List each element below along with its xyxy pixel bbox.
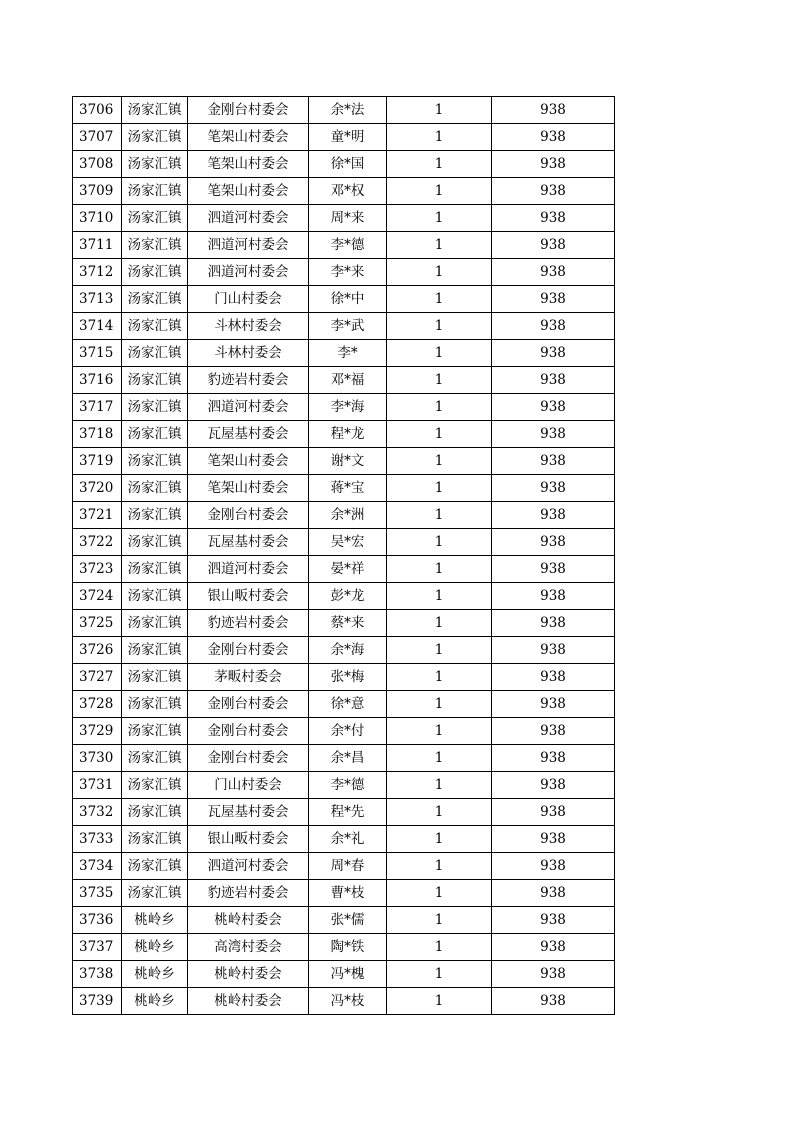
data-table bbox=[72, 96, 615, 1015]
amount-cell: 938 bbox=[492, 853, 615, 880]
village-committee-cell: 金刚台村委会 bbox=[188, 97, 309, 124]
village-committee-cell: 泗道河村委会 bbox=[188, 394, 309, 421]
table-row bbox=[73, 259, 615, 286]
count-cell: 1 bbox=[387, 745, 492, 772]
row-number-cell: 3729 bbox=[73, 718, 122, 745]
table-row bbox=[73, 124, 615, 151]
village-committee-cell: 笔架山村委会 bbox=[188, 124, 309, 151]
township-cell: 汤家汇镇 bbox=[122, 340, 188, 367]
row-number-cell: 3732 bbox=[73, 799, 122, 826]
table-row bbox=[73, 448, 615, 475]
table-row bbox=[73, 988, 615, 1015]
person-name-cell: 曹*枝 bbox=[309, 880, 387, 907]
person-name-cell: 李*德 bbox=[309, 232, 387, 259]
count-cell: 1 bbox=[387, 772, 492, 799]
person-name-cell: 程*先 bbox=[309, 799, 387, 826]
amount-cell: 938 bbox=[492, 367, 615, 394]
table-row bbox=[73, 745, 615, 772]
village-committee-cell: 瓦屋基村委会 bbox=[188, 421, 309, 448]
township-cell: 汤家汇镇 bbox=[122, 880, 188, 907]
row-number-cell: 3723 bbox=[73, 556, 122, 583]
township-cell: 汤家汇镇 bbox=[122, 97, 188, 124]
township-cell: 汤家汇镇 bbox=[122, 826, 188, 853]
amount-cell: 938 bbox=[492, 907, 615, 934]
table-row bbox=[73, 610, 615, 637]
village-committee-cell: 瓦屋基村委会 bbox=[188, 529, 309, 556]
row-number-cell: 3712 bbox=[73, 259, 122, 286]
amount-cell: 938 bbox=[492, 475, 615, 502]
count-cell: 1 bbox=[387, 421, 492, 448]
row-number-cell: 3733 bbox=[73, 826, 122, 853]
village-committee-cell: 金刚台村委会 bbox=[188, 718, 309, 745]
table-row bbox=[73, 205, 615, 232]
village-committee-cell: 豹迹岩村委会 bbox=[188, 367, 309, 394]
amount-cell: 938 bbox=[492, 313, 615, 340]
row-number-cell: 3711 bbox=[73, 232, 122, 259]
township-cell: 汤家汇镇 bbox=[122, 583, 188, 610]
village-committee-cell: 斗林村委会 bbox=[188, 340, 309, 367]
person-name-cell: 陶*铁 bbox=[309, 934, 387, 961]
row-number-cell: 3710 bbox=[73, 205, 122, 232]
village-committee-cell: 桃岭村委会 bbox=[188, 988, 309, 1015]
count-cell: 1 bbox=[387, 205, 492, 232]
count-cell: 1 bbox=[387, 664, 492, 691]
person-name-cell: 吴*宏 bbox=[309, 529, 387, 556]
table-row bbox=[73, 475, 615, 502]
village-committee-cell: 笔架山村委会 bbox=[188, 151, 309, 178]
township-cell: 汤家汇镇 bbox=[122, 124, 188, 151]
table-row bbox=[73, 232, 615, 259]
person-name-cell: 李*武 bbox=[309, 313, 387, 340]
row-number-cell: 3713 bbox=[73, 286, 122, 313]
row-number-cell: 3725 bbox=[73, 610, 122, 637]
township-cell: 汤家汇镇 bbox=[122, 448, 188, 475]
row-number-cell: 3709 bbox=[73, 178, 122, 205]
township-cell: 汤家汇镇 bbox=[122, 853, 188, 880]
amount-cell: 938 bbox=[492, 745, 615, 772]
person-name-cell: 徐*意 bbox=[309, 691, 387, 718]
person-name-cell: 李*德 bbox=[309, 772, 387, 799]
table-row bbox=[73, 691, 615, 718]
count-cell: 1 bbox=[387, 556, 492, 583]
row-number-cell: 3715 bbox=[73, 340, 122, 367]
row-number-cell: 3717 bbox=[73, 394, 122, 421]
amount-cell: 938 bbox=[492, 529, 615, 556]
row-number-cell: 3727 bbox=[73, 664, 122, 691]
count-cell: 1 bbox=[387, 880, 492, 907]
person-name-cell: 周*来 bbox=[309, 205, 387, 232]
amount-cell: 938 bbox=[492, 232, 615, 259]
amount-cell: 938 bbox=[492, 556, 615, 583]
count-cell: 1 bbox=[387, 367, 492, 394]
amount-cell: 938 bbox=[492, 664, 615, 691]
person-name-cell: 蔡*来 bbox=[309, 610, 387, 637]
person-name-cell: 邓*权 bbox=[309, 178, 387, 205]
township-cell: 桃岭乡 bbox=[122, 961, 188, 988]
row-number-cell: 3737 bbox=[73, 934, 122, 961]
amount-cell: 938 bbox=[492, 718, 615, 745]
row-number-cell: 3731 bbox=[73, 772, 122, 799]
amount-cell: 938 bbox=[492, 340, 615, 367]
count-cell: 1 bbox=[387, 718, 492, 745]
count-cell: 1 bbox=[387, 529, 492, 556]
township-cell: 汤家汇镇 bbox=[122, 637, 188, 664]
count-cell: 1 bbox=[387, 97, 492, 124]
person-name-cell: 余*洲 bbox=[309, 502, 387, 529]
count-cell: 1 bbox=[387, 637, 492, 664]
person-name-cell: 彭*龙 bbox=[309, 583, 387, 610]
table-row bbox=[73, 394, 615, 421]
count-cell: 1 bbox=[387, 988, 492, 1015]
person-name-cell: 余*海 bbox=[309, 637, 387, 664]
person-name-cell: 李*来 bbox=[309, 259, 387, 286]
village-committee-cell: 豹迹岩村委会 bbox=[188, 880, 309, 907]
count-cell: 1 bbox=[387, 907, 492, 934]
township-cell: 汤家汇镇 bbox=[122, 772, 188, 799]
amount-cell: 938 bbox=[492, 502, 615, 529]
village-committee-cell: 笔架山村委会 bbox=[188, 448, 309, 475]
count-cell: 1 bbox=[387, 853, 492, 880]
row-number-cell: 3738 bbox=[73, 961, 122, 988]
table-row bbox=[73, 637, 615, 664]
person-name-cell: 晏*祥 bbox=[309, 556, 387, 583]
amount-cell: 938 bbox=[492, 961, 615, 988]
row-number-cell: 3734 bbox=[73, 853, 122, 880]
count-cell: 1 bbox=[387, 799, 492, 826]
table-row bbox=[73, 826, 615, 853]
row-number-cell: 3719 bbox=[73, 448, 122, 475]
row-number-cell: 3735 bbox=[73, 880, 122, 907]
township-cell: 汤家汇镇 bbox=[122, 745, 188, 772]
person-name-cell: 张*儒 bbox=[309, 907, 387, 934]
township-cell: 汤家汇镇 bbox=[122, 691, 188, 718]
amount-cell: 938 bbox=[492, 124, 615, 151]
township-cell: 汤家汇镇 bbox=[122, 367, 188, 394]
table-row bbox=[73, 907, 615, 934]
village-committee-cell: 门山村委会 bbox=[188, 772, 309, 799]
count-cell: 1 bbox=[387, 313, 492, 340]
table-row bbox=[73, 853, 615, 880]
table-row bbox=[73, 934, 615, 961]
township-cell: 汤家汇镇 bbox=[122, 529, 188, 556]
township-cell: 汤家汇镇 bbox=[122, 421, 188, 448]
person-name-cell: 张*梅 bbox=[309, 664, 387, 691]
village-committee-cell: 银山畈村委会 bbox=[188, 583, 309, 610]
person-name-cell: 周*春 bbox=[309, 853, 387, 880]
row-number-cell: 3724 bbox=[73, 583, 122, 610]
village-committee-cell: 泗道河村委会 bbox=[188, 232, 309, 259]
count-cell: 1 bbox=[387, 826, 492, 853]
person-name-cell: 徐*国 bbox=[309, 151, 387, 178]
person-name-cell: 李* bbox=[309, 340, 387, 367]
row-number-cell: 3730 bbox=[73, 745, 122, 772]
amount-cell: 938 bbox=[492, 880, 615, 907]
table-body bbox=[73, 97, 615, 1015]
amount-cell: 938 bbox=[492, 205, 615, 232]
township-cell: 汤家汇镇 bbox=[122, 286, 188, 313]
village-committee-cell: 桃岭村委会 bbox=[188, 961, 309, 988]
village-committee-cell: 茅畈村委会 bbox=[188, 664, 309, 691]
amount-cell: 938 bbox=[492, 178, 615, 205]
person-name-cell: 余*礼 bbox=[309, 826, 387, 853]
person-name-cell: 谢*文 bbox=[309, 448, 387, 475]
township-cell: 汤家汇镇 bbox=[122, 799, 188, 826]
village-committee-cell: 泗道河村委会 bbox=[188, 205, 309, 232]
amount-cell: 938 bbox=[492, 421, 615, 448]
village-committee-cell: 笔架山村委会 bbox=[188, 475, 309, 502]
amount-cell: 938 bbox=[492, 772, 615, 799]
township-cell: 汤家汇镇 bbox=[122, 664, 188, 691]
village-committee-cell: 笔架山村委会 bbox=[188, 178, 309, 205]
row-number-cell: 3726 bbox=[73, 637, 122, 664]
person-name-cell: 余*法 bbox=[309, 97, 387, 124]
person-name-cell: 冯*枝 bbox=[309, 988, 387, 1015]
amount-cell: 938 bbox=[492, 637, 615, 664]
count-cell: 1 bbox=[387, 259, 492, 286]
person-name-cell: 蒋*宝 bbox=[309, 475, 387, 502]
village-committee-cell: 瓦屋基村委会 bbox=[188, 799, 309, 826]
count-cell: 1 bbox=[387, 475, 492, 502]
township-cell: 桃岭乡 bbox=[122, 907, 188, 934]
row-number-cell: 3736 bbox=[73, 907, 122, 934]
amount-cell: 938 bbox=[492, 610, 615, 637]
table-row bbox=[73, 313, 615, 340]
table-row bbox=[73, 799, 615, 826]
table-row bbox=[73, 97, 615, 124]
count-cell: 1 bbox=[387, 286, 492, 313]
village-committee-cell: 金刚台村委会 bbox=[188, 502, 309, 529]
row-number-cell: 3716 bbox=[73, 367, 122, 394]
row-number-cell: 3707 bbox=[73, 124, 122, 151]
table-row bbox=[73, 556, 615, 583]
village-committee-cell: 门山村委会 bbox=[188, 286, 309, 313]
amount-cell: 938 bbox=[492, 988, 615, 1015]
township-cell: 汤家汇镇 bbox=[122, 610, 188, 637]
village-committee-cell: 泗道河村委会 bbox=[188, 259, 309, 286]
count-cell: 1 bbox=[387, 610, 492, 637]
row-number-cell: 3714 bbox=[73, 313, 122, 340]
row-number-cell: 3721 bbox=[73, 502, 122, 529]
table-row bbox=[73, 718, 615, 745]
person-name-cell: 童*明 bbox=[309, 124, 387, 151]
row-number-cell: 3706 bbox=[73, 97, 122, 124]
township-cell: 汤家汇镇 bbox=[122, 178, 188, 205]
table-row bbox=[73, 286, 615, 313]
table-row bbox=[73, 421, 615, 448]
table-row bbox=[73, 502, 615, 529]
table-row bbox=[73, 961, 615, 988]
table-row bbox=[73, 151, 615, 178]
row-number-cell: 3718 bbox=[73, 421, 122, 448]
village-committee-cell: 金刚台村委会 bbox=[188, 637, 309, 664]
count-cell: 1 bbox=[387, 961, 492, 988]
table-row bbox=[73, 340, 615, 367]
table-row bbox=[73, 772, 615, 799]
township-cell: 汤家汇镇 bbox=[122, 394, 188, 421]
person-name-cell: 程*龙 bbox=[309, 421, 387, 448]
count-cell: 1 bbox=[387, 691, 492, 718]
count-cell: 1 bbox=[387, 394, 492, 421]
table-row bbox=[73, 583, 615, 610]
township-cell: 桃岭乡 bbox=[122, 988, 188, 1015]
amount-cell: 938 bbox=[492, 934, 615, 961]
table-row bbox=[73, 529, 615, 556]
township-cell: 桃岭乡 bbox=[122, 934, 188, 961]
count-cell: 1 bbox=[387, 124, 492, 151]
village-committee-cell: 银山畈村委会 bbox=[188, 826, 309, 853]
township-cell: 汤家汇镇 bbox=[122, 475, 188, 502]
village-committee-cell: 金刚台村委会 bbox=[188, 745, 309, 772]
count-cell: 1 bbox=[387, 934, 492, 961]
row-number-cell: 3728 bbox=[73, 691, 122, 718]
township-cell: 汤家汇镇 bbox=[122, 151, 188, 178]
table-row bbox=[73, 664, 615, 691]
amount-cell: 938 bbox=[492, 691, 615, 718]
person-name-cell: 邓*福 bbox=[309, 367, 387, 394]
amount-cell: 938 bbox=[492, 583, 615, 610]
amount-cell: 938 bbox=[492, 286, 615, 313]
township-cell: 汤家汇镇 bbox=[122, 205, 188, 232]
village-committee-cell: 斗林村委会 bbox=[188, 313, 309, 340]
person-name-cell: 余*昌 bbox=[309, 745, 387, 772]
township-cell: 汤家汇镇 bbox=[122, 556, 188, 583]
person-name-cell: 徐*中 bbox=[309, 286, 387, 313]
table-row bbox=[73, 367, 615, 394]
person-name-cell: 李*海 bbox=[309, 394, 387, 421]
amount-cell: 938 bbox=[492, 394, 615, 421]
count-cell: 1 bbox=[387, 232, 492, 259]
person-name-cell: 冯*槐 bbox=[309, 961, 387, 988]
township-cell: 汤家汇镇 bbox=[122, 259, 188, 286]
count-cell: 1 bbox=[387, 178, 492, 205]
township-cell: 汤家汇镇 bbox=[122, 232, 188, 259]
row-number-cell: 3708 bbox=[73, 151, 122, 178]
amount-cell: 938 bbox=[492, 97, 615, 124]
table-row bbox=[73, 178, 615, 205]
row-number-cell: 3739 bbox=[73, 988, 122, 1015]
township-cell: 汤家汇镇 bbox=[122, 313, 188, 340]
count-cell: 1 bbox=[387, 151, 492, 178]
row-number-cell: 3720 bbox=[73, 475, 122, 502]
count-cell: 1 bbox=[387, 448, 492, 475]
village-committee-cell: 泗道河村委会 bbox=[188, 853, 309, 880]
amount-cell: 938 bbox=[492, 448, 615, 475]
amount-cell: 938 bbox=[492, 259, 615, 286]
amount-cell: 938 bbox=[492, 151, 615, 178]
village-committee-cell: 桃岭村委会 bbox=[188, 907, 309, 934]
amount-cell: 938 bbox=[492, 826, 615, 853]
count-cell: 1 bbox=[387, 502, 492, 529]
township-cell: 汤家汇镇 bbox=[122, 718, 188, 745]
village-committee-cell: 泗道河村委会 bbox=[188, 556, 309, 583]
count-cell: 1 bbox=[387, 583, 492, 610]
table-row bbox=[73, 880, 615, 907]
person-name-cell: 余*付 bbox=[309, 718, 387, 745]
village-committee-cell: 高湾村委会 bbox=[188, 934, 309, 961]
amount-cell: 938 bbox=[492, 799, 615, 826]
village-committee-cell: 豹迹岩村委会 bbox=[188, 610, 309, 637]
village-committee-cell: 金刚台村委会 bbox=[188, 691, 309, 718]
count-cell: 1 bbox=[387, 340, 492, 367]
township-cell: 汤家汇镇 bbox=[122, 502, 188, 529]
row-number-cell: 3722 bbox=[73, 529, 122, 556]
